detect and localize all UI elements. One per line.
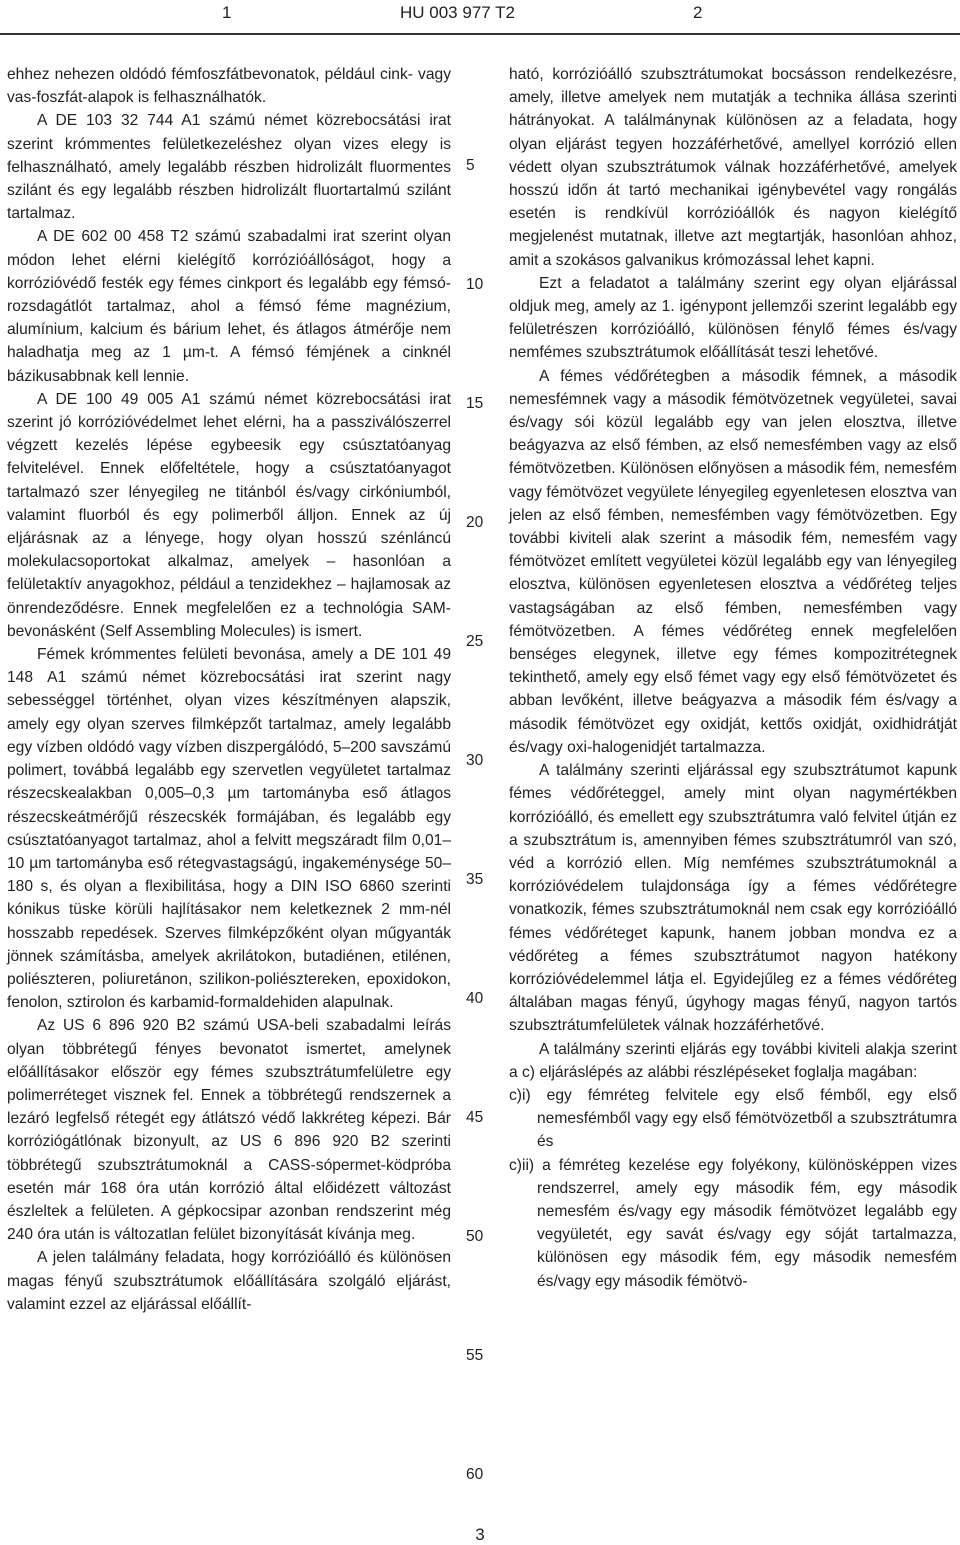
line-number: 25 <box>466 633 484 650</box>
paragraph: A DE 103 32 744 A1 számú német közrebocsátási irat szerint krómmentes felületkezeléshez olyan vizes elegy is felhasználható, amely legalább részben hidrolizált fluormentes szilánt és egy legalább részben hidrolizált fluortartalmú szilánt tartalmaz. <box>7 112 451 223</box>
right-page-number: 2 <box>693 3 703 22</box>
list-item: c)ii) a fémréteg kezelése egy folyékony, különösképpen vizes rendszerrel, amely egy második fém, egy második nemesfém és/vagy egy második fémötvözet legalább egy vegyületét, egy savát és/vagy egy sóját tartalmazza, különösen egy második fém, egy második nemesfém és/vagy egy második fémötvö- <box>509 1156 957 1290</box>
paragraph: ható, korrózióálló szubsztrátumokat bocsásson rendelkezésre, amely, illetve amelyek nem mutatják a technika állása szerinti hátrányokat. A találmánynak különösen az a feladata, hogy olyan eljárást tegyen hozzáférhetővé, amellyel korrózió ellen védett olyan szubsztrátumok válnak hozzáférhetővé, amelyek hosszú időn át tartó mechanikai igénybevétel vagy rongálás esetén is rendkívül korrózióállók és nagyon kielégítő megjelenést mutatnak, illetve azt megtartják, hasonlóan ahhoz, amit a szokásos galvanikus krómozással lehet kapni. <box>509 66 957 269</box>
line-number: 60 <box>466 1466 484 1483</box>
paragraph: A fémes védőrétegben a második fémnek, a második nemesfémnek vagy a második fémötvözetnek vegyületei, savai és/vagy sói közül legalább egy van jelen elosztva, illetve beágyazva az első fémben, az első nemesfémben vagy az első fémötvözetben. Különösen előnyösen a második fém, nemesfém vagy fémötvözet vegyülete lényegileg egyenletesen elosztva van jelen az első fémben, nemesfémben vagy fémötvözetben. Egy további kiviteli alak szerint a második fém, nemesfém vagy fémötvözet említett vegyületei közül legalább egy van lényegileg elosztva, különösen egyenletesen elosztva a védőréteg teljes vastagságában az első fémben, nemesfémben vagy fémötvözetben. A fémes védőréteg ennek megfelelően benséges elegynek, illetve egy fémes kompozitrétegnek tekinthető, amely egy első fémet vagy egy első fémötvözetet és abban levőként, illetve beágyazva a második fém és/vagy a második fémötvözet egy oxidját, kettős oxidját, oxidhidrátját és/vagy oxi-halogenidjét tartalmazza. <box>509 367 957 756</box>
paragraph: A jelen találmány feladata, hogy korrózióálló és különösen magas fényű szubsztrátumok előállítására szolgáló eljárást, valamint ezzel az eljárással előállít- <box>7 1249 451 1313</box>
paragraph: Fémek krómmentes felületi bevonása, amely a DE 101 49 148 A1 számú német közrebocsátási irat szerint nagy sebességgel történhet, olyan vizes készítményen alapszik, amely egy olyan szerves filmképzőt tartalmaz, amely legalább egy vízben oldódó vagy vízben diszpergálódó, 5–200 savszámú polimert, továbbá legalább egy szervetlen vegyületet tartalmaz részecskealakban 0,005–0,3 µm tartományba eső átlagos részecskeátmérőjű részecskék formájában, és legalább egy csúsztatóanyagot tartalmaz, ahol a felvitt megszáradt film 0,01–10 µm tartományba eső rétegvastagságú, ingakeménysége 50–180 s, és olyan a flexibilitása, hogy a DIN ISO 6860 szerinti kónikus tüske körüli hajlításakor nem keletkeznek 2 mm-nél hosszabb repedések. Szerves filmképzőként olyan műgyanták jönnek számításba, amelyek akrilátokon, butadiénen, etilénen, poliészteren, poliuretánon, szilikon-poliésztereken, epoxidokon, fenolon, sztirolon és karbamid-formaldehiden alapulnak. <box>7 646 451 1012</box>
line-number: 55 <box>466 1347 484 1364</box>
paragraph: A találmány szerinti eljárással egy szubsztrátumot kapunk fémes védőréteggel, amely mint olyan nagymértékben korrózióálló, és emellett egy szubsztrátumra való felvitel útján ez a szubsztrátum is, amennyiben fémes szubsztrátumról van szó, véd a korrózió ellen. Míg nemfémes szubsztrátumoknál a korrózióvédelem tulajdonsága így a fémes védőrétegre vonatkozik, fémes szubsztrátumoknál nem csak egy korrózióálló fémes védőréteget kapunk, hanem jobban mondva ez a védőréteg a fémes szubsztrátumot nagyon hatékony korrózióvédelemmel látja el. Egyidejűleg ez a fémes védőréteg általában magas fényű, úgyhogy magas fényű, nagyon tartós szubsztrátumfelületek válnak hozzáférhetővé. <box>509 762 957 1035</box>
header-rule <box>0 33 960 35</box>
left-page-number: 1 <box>222 3 232 22</box>
left-column <box>7 63 451 1316</box>
line-number: 35 <box>466 871 484 888</box>
line-number: 45 <box>466 1109 484 1126</box>
paragraph: Az US 6 896 920 B2 számú USA-beli szabadalmi leírás olyan többrétegű fényes bevonatot ismertet, amelynek előállításakor először egy fémes szubsztrátumfelületre egy polimerréteget visznek fel. Ennek a többrétegű rendszernek a lezáró legfelső rétegét egy átlátszó védő lakkréteg képezi. Bár korróziógátlónak bizonyult, az US 6 896 920 B2 szerinti többrétegű szubsztrátumoknál a CASS-sópermet-ködpróba esetén már 168 óra után korrózió által előidézett változást észleltek a felületen. A gépkocsipar azonban rendszerint még 240 óra után is változatlan felület bizonyítását kívánja meg. <box>7 1017 451 1244</box>
line-number: 30 <box>466 752 484 769</box>
line-number: 50 <box>466 1228 484 1245</box>
paragraph: Ezt a feladatot a találmány szerint egy olyan eljárással oldjuk meg, amely az 1. igénypont jellemzői szerint legalább egy felületrészen korrózióálló, különösen fénylő fémes és/vagy nemfémes szubsztrátumok előállítását teszi lehetővé. <box>509 274 957 362</box>
line-number: 5 <box>466 157 475 174</box>
page-number-footer: 3 <box>475 1525 485 1544</box>
paragraph: A DE 602 00 458 T2 számú szabadalmi irat szerint olyan módon lehet elérni kielégítő korrózióállóságot, hogy a korrózióvédő festék egy fémes cinkport és legalább egy fémsó-rozsdagátlót tartalmaz, ahol a fémsó féme magnézium, alumínium, kalcium és bárium lehet, és átlagos átmérője nem haladhatja meg az 1 µm-t. A fémsó fémjének a cinknél bázikusabbnak kell lennie. <box>7 228 451 385</box>
paragraph: A találmány szerinti eljárás egy további kiviteli alakja szerint a c) eljáráslépés az alábbi részlépéseket foglalja magában: <box>509 1040 957 1081</box>
right-column <box>509 63 957 1293</box>
paragraph: A DE 100 49 005 A1 számú német közrebocsátási irat szerint jó korrózióvédelmet lehet elérni, ha a passziválószerrel végzett kezelés lépése egybeesik egy csúsztatóanyag felvitelével. Ennek előfeltétele, hogy a csúsztatóanyagot tartalmazó szer lényegileg ne titánból és/vagy cirkóniumból, valamint fluorból és egy polimerből álljon. Ennek az új eljárásnak az a lényege, hogy olyan hosszú szénláncú molekulacsoportokat alkalmaz, amelyek – hasonlóan a felületaktív anyagokhoz, például a tenzidekhez – hajlamosak az önrendeződésre. Ennek megfelelően ez a technológia SAM-bevonásként (Self Assembling Molecules) is ismert. <box>7 390 451 640</box>
patent-number: HU 003 977 T2 <box>400 3 515 22</box>
line-number: 15 <box>466 395 484 412</box>
line-number: 10 <box>466 276 484 293</box>
line-number: 40 <box>466 990 484 1007</box>
line-number: 20 <box>466 514 484 531</box>
paragraph: ehhez nehezen oldódó fémfoszfátbevonatok, például cink- vagy vas-foszfát-alapok is felhasználhatók. <box>7 66 451 107</box>
list-item: c)i) egy fémréteg felvitele egy első fémből, egy első nemesfémből vagy egy első fémötvözetből a szubsztrátumra és <box>509 1086 957 1151</box>
